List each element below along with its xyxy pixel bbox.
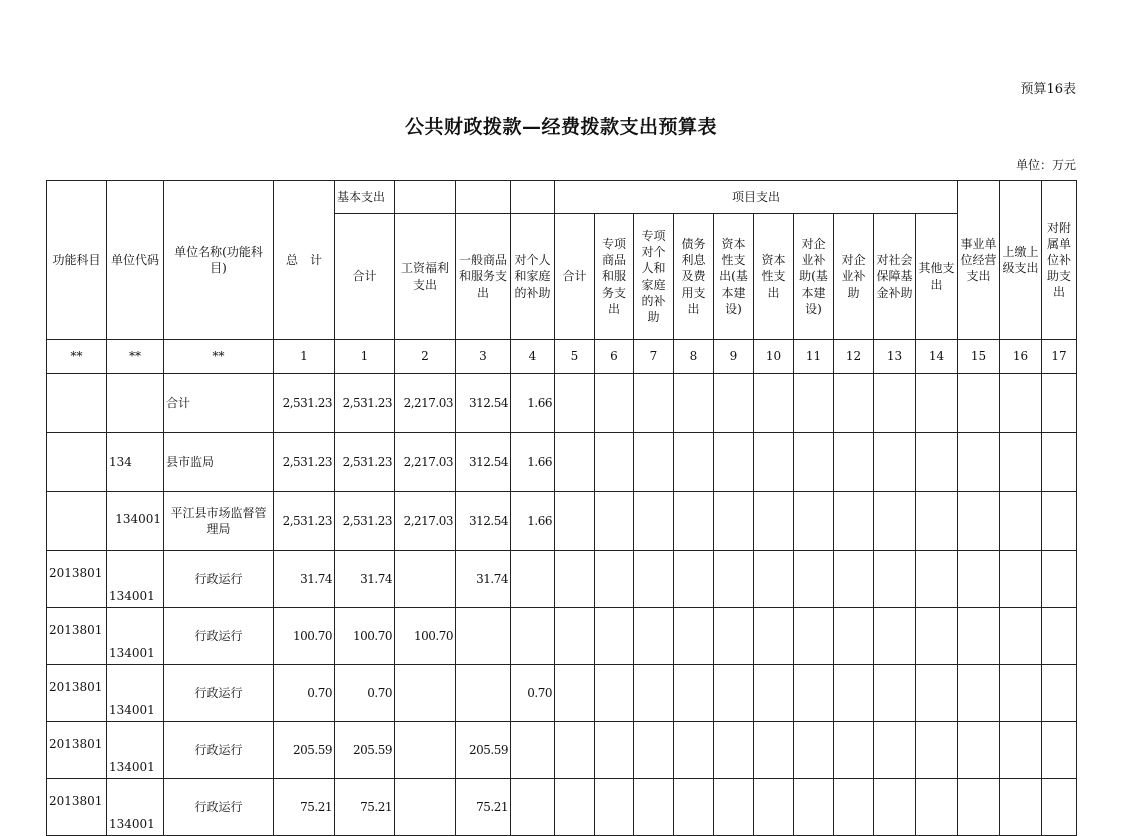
empty-cell	[1042, 779, 1077, 836]
basic-total-cell: 2,531.23	[335, 374, 395, 433]
header-project-sub: 合计	[555, 214, 595, 340]
column-index-cell: 5	[555, 340, 595, 374]
empty-cell	[916, 374, 958, 433]
empty-cell	[794, 433, 834, 492]
empty-cell	[555, 433, 595, 492]
wage-cell: 2,217.03	[395, 374, 456, 433]
unit-code-cell: 134001	[107, 779, 164, 836]
empty-cell	[834, 374, 874, 433]
empty-cell	[794, 551, 834, 608]
column-index-cell: 14	[916, 340, 958, 374]
basic-total-cell: 31.74	[335, 551, 395, 608]
empty-cell	[674, 433, 714, 492]
empty-cell	[595, 492, 634, 551]
empty-cell	[634, 492, 674, 551]
empty-cell	[634, 374, 674, 433]
empty-cell	[958, 492, 1000, 551]
column-index-cell: 2	[395, 340, 456, 374]
empty-cell	[1042, 374, 1077, 433]
empty-cell	[794, 608, 834, 665]
personal-cell: 1.66	[511, 492, 555, 551]
empty-cell	[958, 665, 1000, 722]
total-cell: 205.59	[274, 722, 335, 779]
empty-cell	[595, 551, 634, 608]
empty-cell	[874, 779, 916, 836]
empty-cell	[555, 551, 595, 608]
empty-cell	[916, 665, 958, 722]
goods-cell	[456, 608, 511, 665]
wage-cell: 2,217.03	[395, 492, 456, 551]
empty-cell	[714, 374, 754, 433]
header-basic-sub: 工资福利支出	[395, 214, 456, 340]
column-index-cell: 8	[674, 340, 714, 374]
empty-cell	[674, 374, 714, 433]
table-row	[47, 551, 1077, 608]
table-row	[47, 608, 1077, 665]
budget-table	[46, 180, 1077, 836]
wage-cell	[395, 779, 456, 836]
column-index-cell: 6	[595, 340, 634, 374]
table-row	[47, 374, 1077, 433]
empty-cell	[834, 551, 874, 608]
column-index-cell: 15	[958, 340, 1000, 374]
unit-name-cell: 行政运行	[164, 722, 274, 779]
personal-cell	[511, 722, 555, 779]
empty-cell	[834, 608, 874, 665]
column-index-cell: 1	[274, 340, 335, 374]
empty-cell	[916, 722, 958, 779]
empty-cell	[555, 722, 595, 779]
column-index-cell: **	[107, 340, 164, 374]
empty-cell	[714, 665, 754, 722]
unit-code-cell: 134001	[107, 608, 164, 665]
unit-code-cell: 134001	[107, 551, 164, 608]
personal-cell: 0.70	[511, 665, 555, 722]
goods-cell: 312.54	[456, 374, 511, 433]
empty-cell	[555, 779, 595, 836]
empty-cell	[674, 551, 714, 608]
func-subject-cell: 2013801	[47, 779, 107, 836]
func-subject-cell	[47, 374, 107, 433]
table-row	[47, 665, 1077, 722]
empty-cell	[754, 551, 794, 608]
empty-cell	[634, 665, 674, 722]
empty-cell	[794, 779, 834, 836]
empty-cell	[595, 608, 634, 665]
empty-cell	[1000, 433, 1042, 492]
empty-cell	[874, 665, 916, 722]
header-project-sub: 对社会保障基金补助	[874, 214, 916, 340]
header-basic: 基本支出	[335, 181, 395, 214]
column-index-cell: **	[47, 340, 107, 374]
empty-cell	[1042, 665, 1077, 722]
empty-cell	[874, 492, 916, 551]
empty-cell	[1000, 492, 1042, 551]
unit-code-cell: 134001	[107, 492, 164, 551]
header-project-sub: 对企业补助	[834, 214, 874, 340]
empty-cell	[714, 433, 754, 492]
header-project-sub: 资本性支出(基本建设)	[714, 214, 754, 340]
empty-cell	[794, 722, 834, 779]
page-title: 公共财政拨款—经费拨款支出预算表	[404, 116, 717, 138]
column-index-cell: 1	[335, 340, 395, 374]
total-cell: 2,531.23	[274, 492, 335, 551]
wage-cell	[395, 722, 456, 779]
empty-cell	[754, 665, 794, 722]
empty-cell	[958, 608, 1000, 665]
header-unit-code: 单位代码	[107, 181, 164, 340]
header-tail-3: 对附属单位补助支出	[1042, 181, 1077, 340]
table-row	[47, 722, 1077, 779]
empty-cell	[754, 374, 794, 433]
empty-cell	[958, 722, 1000, 779]
empty-cell	[1000, 608, 1042, 665]
header-basic-sub: 一般商品和服务支出	[456, 214, 511, 340]
empty-cell	[634, 433, 674, 492]
empty-cell	[1000, 722, 1042, 779]
header-project-sub: 债务利息及费用支出	[674, 214, 714, 340]
basic-total-cell: 100.70	[335, 608, 395, 665]
basic-total-cell: 2,531.23	[335, 492, 395, 551]
column-index-cell: 11	[794, 340, 834, 374]
empty-cell	[674, 722, 714, 779]
empty-cell	[834, 779, 874, 836]
empty-cell	[874, 608, 916, 665]
goods-cell: 312.54	[456, 492, 511, 551]
empty-cell	[958, 374, 1000, 433]
empty-cell	[1042, 433, 1077, 492]
func-subject-cell: 2013801	[47, 665, 107, 722]
empty-cell	[595, 779, 634, 836]
personal-cell: 1.66	[511, 374, 555, 433]
goods-cell: 75.21	[456, 779, 511, 836]
func-subject-cell	[47, 433, 107, 492]
func-subject-cell: 2013801	[47, 551, 107, 608]
empty-cell	[555, 665, 595, 722]
personal-cell	[511, 779, 555, 836]
total-cell: 0.70	[274, 665, 335, 722]
empty-cell	[555, 374, 595, 433]
column-index-cell: 9	[714, 340, 754, 374]
empty-cell	[1042, 492, 1077, 551]
header-project-sub: 资本性支出	[754, 214, 794, 340]
column-index-cell: 16	[1000, 340, 1042, 374]
unit-name-cell: 行政运行	[164, 608, 274, 665]
goods-cell: 312.54	[456, 433, 511, 492]
empty-cell	[794, 374, 834, 433]
func-subject-cell	[47, 492, 107, 551]
unit-name-cell: 行政运行	[164, 551, 274, 608]
header-total: 总 计	[274, 181, 335, 340]
empty-cell	[958, 779, 1000, 836]
empty-cell	[874, 722, 916, 779]
empty-cell	[754, 433, 794, 492]
personal-cell	[511, 551, 555, 608]
table-body	[47, 374, 1077, 836]
header-project-sub: 对企业补助(基本建设)	[794, 214, 834, 340]
unit-label: 单位：万元	[1015, 158, 1076, 172]
empty-cell	[674, 492, 714, 551]
column-index-cell: 7	[634, 340, 674, 374]
header-blank	[511, 181, 555, 214]
empty-cell	[674, 608, 714, 665]
empty-cell	[958, 551, 1000, 608]
empty-cell	[916, 551, 958, 608]
empty-cell	[1000, 374, 1042, 433]
empty-cell	[1042, 551, 1077, 608]
header-project-sub: 专项对个人和家庭的补助	[634, 214, 674, 340]
wage-cell: 2,217.03	[395, 433, 456, 492]
unit-name-cell: 行政运行	[164, 779, 274, 836]
empty-cell	[754, 608, 794, 665]
total-cell: 31.74	[274, 551, 335, 608]
empty-cell	[874, 374, 916, 433]
unit-code-cell	[107, 374, 164, 433]
column-index-cell: 12	[834, 340, 874, 374]
unit-name-cell: 行政运行	[164, 665, 274, 722]
empty-cell	[674, 665, 714, 722]
goods-cell	[456, 665, 511, 722]
empty-cell	[595, 665, 634, 722]
wage-cell	[395, 665, 456, 722]
empty-cell	[1042, 608, 1077, 665]
empty-cell	[794, 492, 834, 551]
unit-code-cell: 134	[107, 433, 164, 492]
personal-cell: 1.66	[511, 433, 555, 492]
header-project-sub: 专项商品和服务支出	[595, 214, 634, 340]
empty-cell	[1042, 722, 1077, 779]
header-func-subject: 功能科目	[47, 181, 107, 340]
empty-cell	[555, 492, 595, 551]
empty-cell	[674, 779, 714, 836]
empty-cell	[916, 608, 958, 665]
total-cell: 75.21	[274, 779, 335, 836]
table-row	[47, 433, 1077, 492]
column-index-cell: 3	[456, 340, 511, 374]
empty-cell	[834, 722, 874, 779]
unit-code-cell: 134001	[107, 665, 164, 722]
header-project-sub: 其他支出	[916, 214, 958, 340]
wage-cell	[395, 551, 456, 608]
column-index-cell: 17	[1042, 340, 1077, 374]
column-index-cell: **	[164, 340, 274, 374]
empty-cell	[916, 779, 958, 836]
table-number-label: 预算16表	[1020, 82, 1076, 97]
empty-cell	[834, 433, 874, 492]
empty-cell	[874, 433, 916, 492]
table-row	[47, 492, 1077, 551]
total-cell: 2,531.23	[274, 433, 335, 492]
empty-cell	[958, 433, 1000, 492]
empty-cell	[595, 722, 634, 779]
goods-cell: 31.74	[456, 551, 511, 608]
empty-cell	[754, 492, 794, 551]
empty-cell	[916, 492, 958, 551]
header-basic-sub: 合计	[335, 214, 395, 340]
empty-cell	[634, 551, 674, 608]
empty-cell	[834, 665, 874, 722]
empty-cell	[714, 779, 754, 836]
column-index-cell: 10	[754, 340, 794, 374]
header-tail-1: 事业单位经营支出	[958, 181, 1000, 340]
unit-name-cell: 县市监局	[164, 433, 274, 492]
table-row	[47, 779, 1077, 836]
empty-cell	[794, 665, 834, 722]
empty-cell	[714, 492, 754, 551]
empty-cell	[1000, 779, 1042, 836]
unit-name-cell: 合计	[164, 374, 274, 433]
goods-cell: 205.59	[456, 722, 511, 779]
empty-cell	[714, 608, 754, 665]
header-unit-name: 单位名称(功能科目)	[164, 181, 274, 340]
unit-name-cell: 平江县市场监督管理局	[164, 492, 274, 551]
header-basic-sub: 对个人和家庭的补助	[511, 214, 555, 340]
total-cell: 2,531.23	[274, 374, 335, 433]
header-project: 项目支出	[555, 181, 958, 214]
empty-cell	[595, 374, 634, 433]
basic-total-cell: 0.70	[335, 665, 395, 722]
basic-total-cell: 75.21	[335, 779, 395, 836]
empty-cell	[634, 608, 674, 665]
empty-cell	[714, 551, 754, 608]
func-subject-cell: 2013801	[47, 722, 107, 779]
column-index-row	[47, 340, 1077, 374]
empty-cell	[714, 722, 754, 779]
header-blank	[456, 181, 511, 214]
column-index-cell: 13	[874, 340, 916, 374]
empty-cell	[834, 492, 874, 551]
empty-cell	[754, 779, 794, 836]
empty-cell	[874, 551, 916, 608]
header-tail-2: 上缴上级支出	[1000, 181, 1042, 340]
column-index-cell: 4	[511, 340, 555, 374]
empty-cell	[1000, 551, 1042, 608]
empty-cell	[916, 433, 958, 492]
basic-total-cell: 2,531.23	[335, 433, 395, 492]
basic-total-cell: 205.59	[335, 722, 395, 779]
empty-cell	[595, 433, 634, 492]
personal-cell	[511, 608, 555, 665]
func-subject-cell: 2013801	[47, 608, 107, 665]
empty-cell	[1000, 665, 1042, 722]
unit-code-cell: 134001	[107, 722, 164, 779]
empty-cell	[634, 779, 674, 836]
total-cell: 100.70	[274, 608, 335, 665]
wage-cell: 100.70	[395, 608, 456, 665]
empty-cell	[754, 722, 794, 779]
empty-cell	[555, 608, 595, 665]
empty-cell	[634, 722, 674, 779]
header-blank	[395, 181, 456, 214]
